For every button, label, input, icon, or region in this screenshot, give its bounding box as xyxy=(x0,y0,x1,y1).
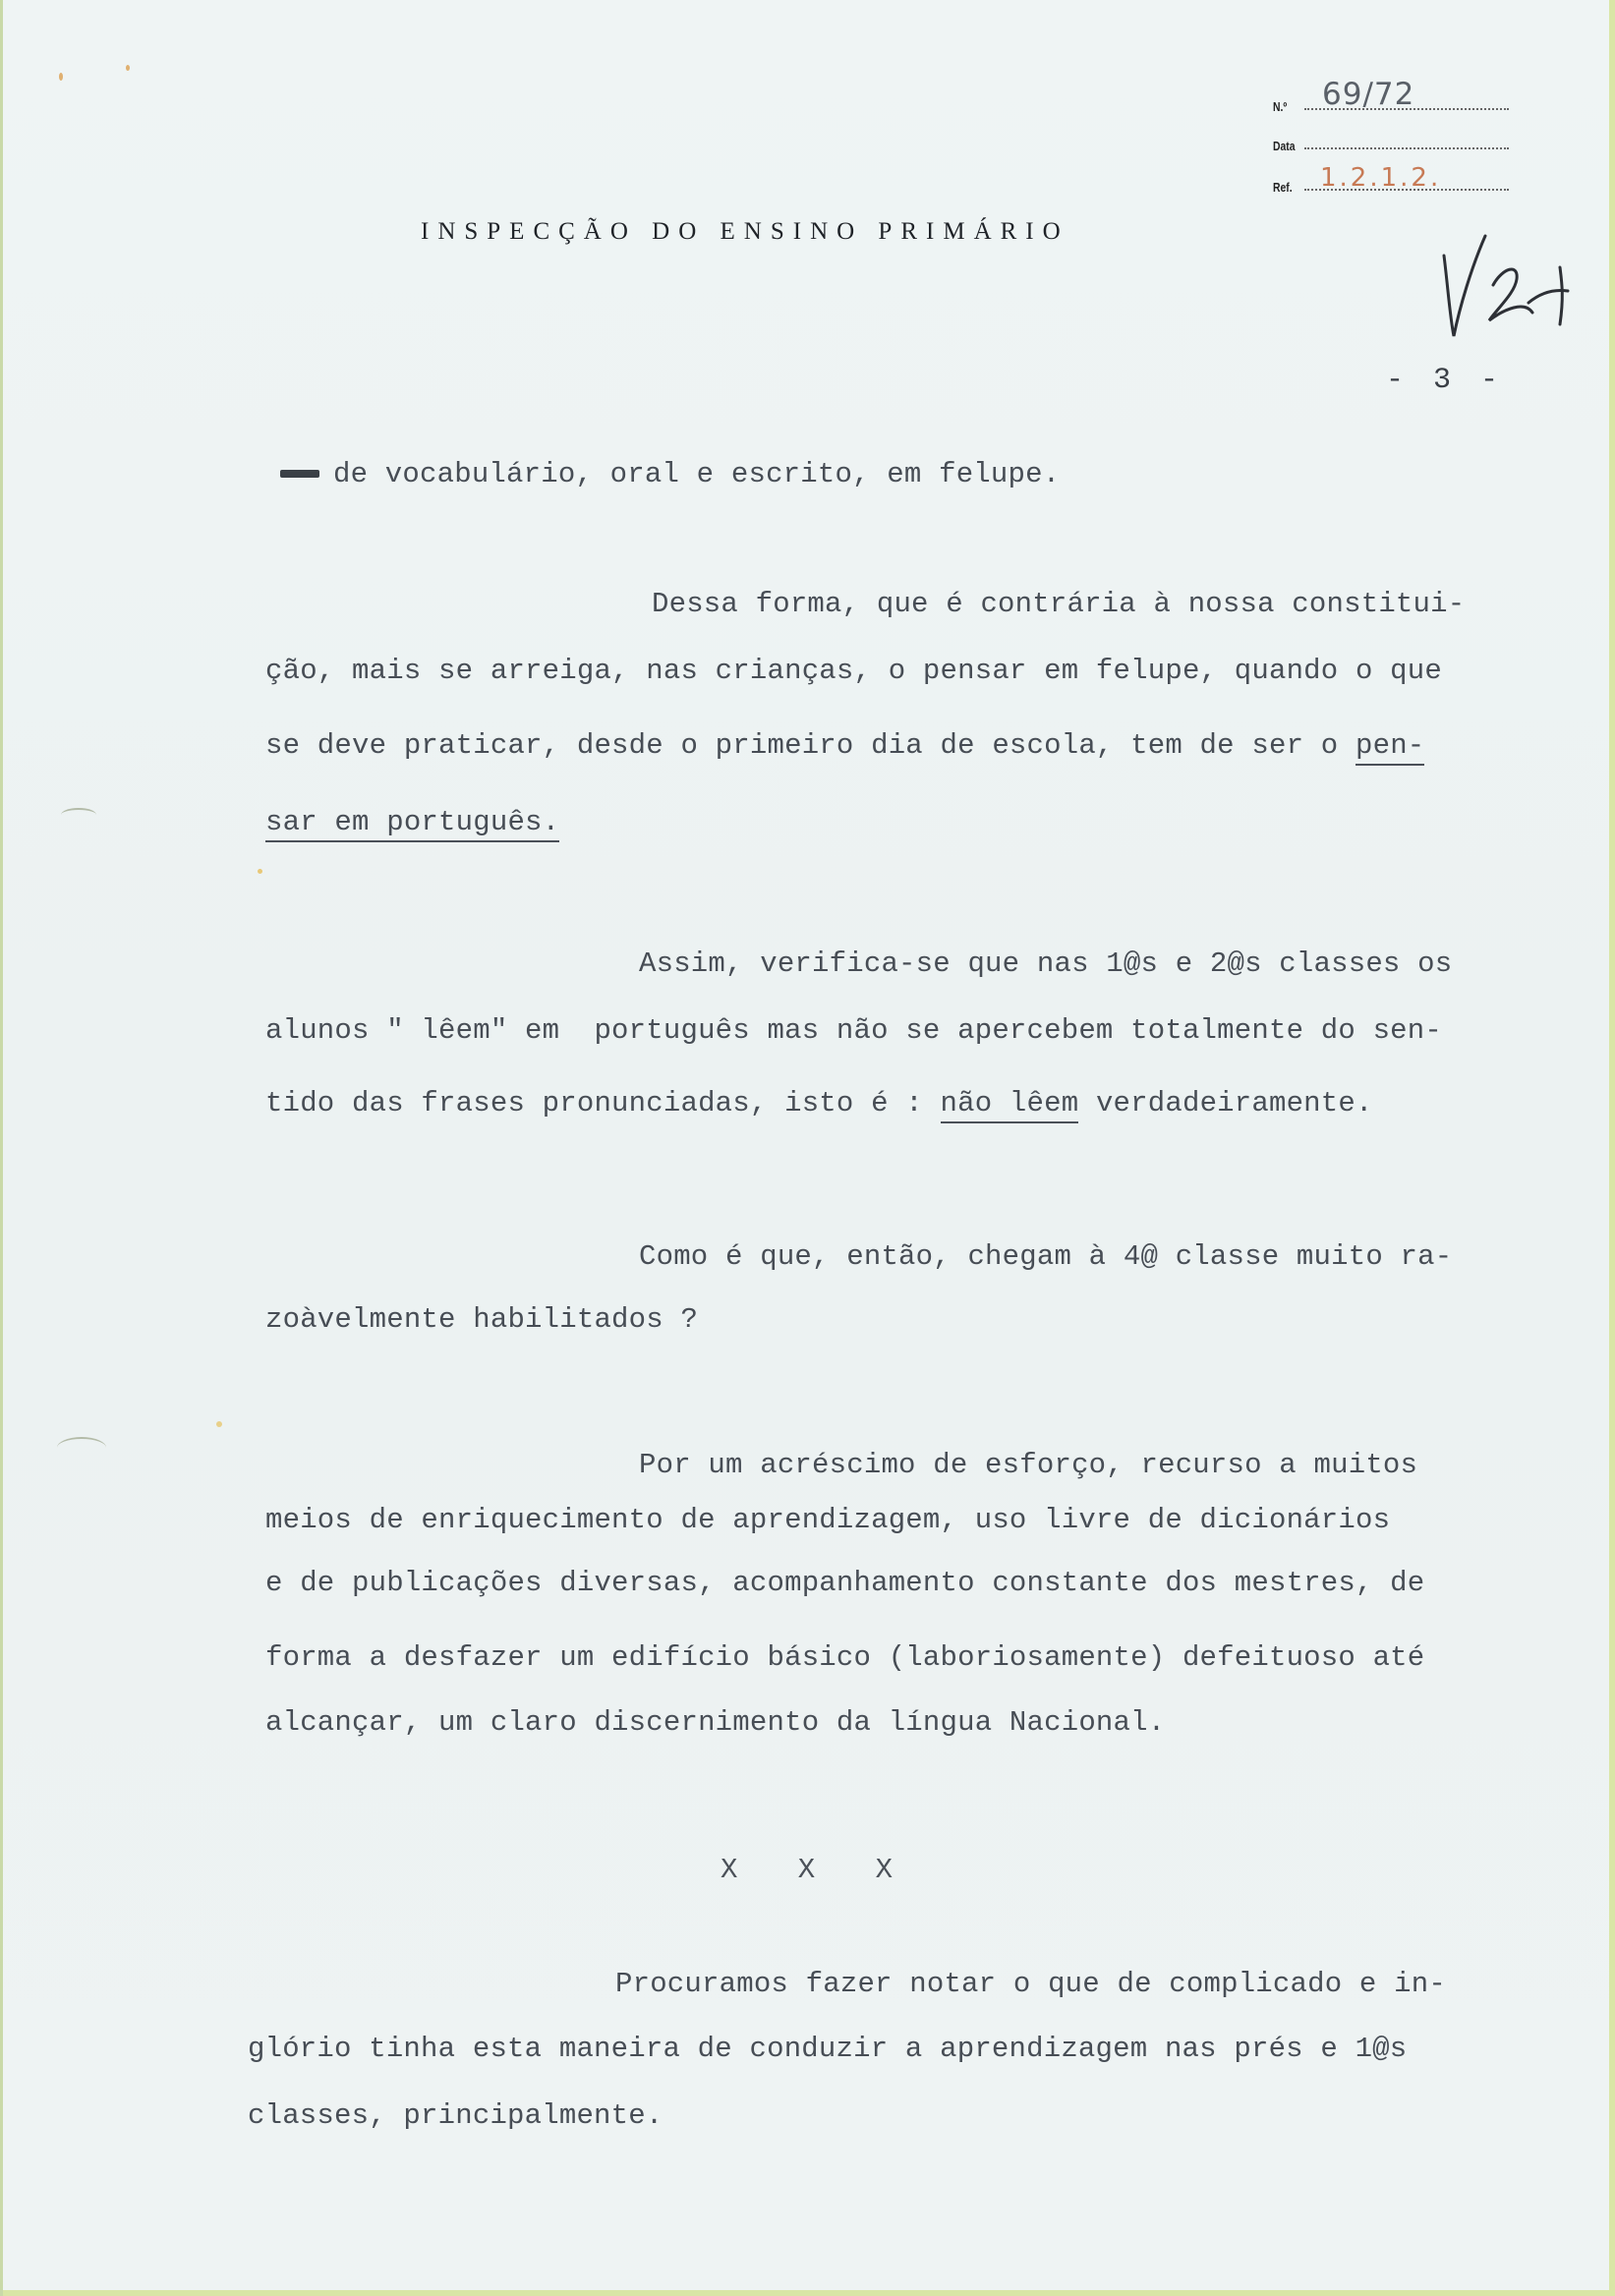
text-line xyxy=(265,806,559,838)
date-label: Data xyxy=(1273,139,1296,153)
number-label: N.º xyxy=(1273,99,1288,114)
line-text: verdadeiramente. xyxy=(1078,1087,1373,1119)
text-line: ção, mais se arreiga, nas crianças, o pensar em felupe, quando o que xyxy=(265,655,1442,687)
paper-speck xyxy=(258,869,262,874)
line-text: tido das frases pronunciadas, isto é : xyxy=(265,1087,941,1119)
text-line: forma a desfazer um edifício básico (laboriosamente) defeituoso até xyxy=(265,1641,1425,1674)
date-field xyxy=(1273,124,1509,157)
ref-label: Ref. xyxy=(1273,180,1293,195)
text-line: e de publicações diversas, acompanhamento constante dos mestres, de xyxy=(265,1567,1425,1599)
ref-field xyxy=(1273,165,1509,199)
text-line xyxy=(280,458,1060,490)
punch-hole-mark xyxy=(61,808,96,822)
date-dotted-line xyxy=(1304,147,1509,149)
text-line: alcançar, um claro discernimento da língua Nacional. xyxy=(265,1706,1166,1739)
paper-speck xyxy=(216,1421,222,1427)
text-line: zoàvelmente habilitados ? xyxy=(265,1303,699,1336)
line-text: se deve praticar, desde o primeiro dia de escola, tem de ser o xyxy=(265,729,1355,762)
paper-speck xyxy=(126,65,130,71)
page-number: - 3 - xyxy=(1386,364,1505,397)
text-line: Por um acréscimo de esforço, recurso a muitos xyxy=(639,1449,1418,1481)
line-text: de vocabulário, oral e escrito, em felupe. xyxy=(333,458,1061,490)
underlined-text: não lêem xyxy=(941,1087,1079,1123)
text-line: Assim, verifica-se que nas 1@s e 2@s classes os xyxy=(639,947,1453,980)
text-line xyxy=(265,1087,1373,1119)
punch-hole-mark xyxy=(57,1437,106,1459)
text-line: Como é que, então, chegam à 4@ classe muito ra- xyxy=(639,1240,1453,1273)
paper-speck xyxy=(59,73,63,81)
text-line: alunos " lêem" em português mas não se apercebem totalmente do sen- xyxy=(265,1014,1442,1047)
number-value: 69/72 xyxy=(1322,77,1415,112)
handwritten-initials xyxy=(1430,228,1578,356)
section-separator: X X X xyxy=(720,1854,914,1886)
text-line: classes, principalmente. xyxy=(248,2099,663,2132)
institution-heading: INSPECÇÃO DO ENSINO PRIMÁRIO xyxy=(421,218,1069,245)
text-line: glório tinha esta maneira de conduzir a aprendizagem nas prés e 1@s xyxy=(248,2033,1408,2065)
text-line: Dessa forma, que é contrária à nossa constitui- xyxy=(652,588,1466,620)
underlined-text: pen- xyxy=(1355,729,1424,766)
text-line: meios de enriquecimento de aprendizagem, uso livre de dicionários xyxy=(265,1504,1391,1536)
text-line xyxy=(265,729,1424,762)
ref-value: 1.2.1.2. xyxy=(1320,163,1442,193)
strikethrough-mark xyxy=(280,470,319,478)
underlined-text: sar em português. xyxy=(265,806,559,842)
text-line: Procuramos fazer notar o que de complicado e in- xyxy=(615,1968,1446,2000)
number-field xyxy=(1273,77,1509,118)
